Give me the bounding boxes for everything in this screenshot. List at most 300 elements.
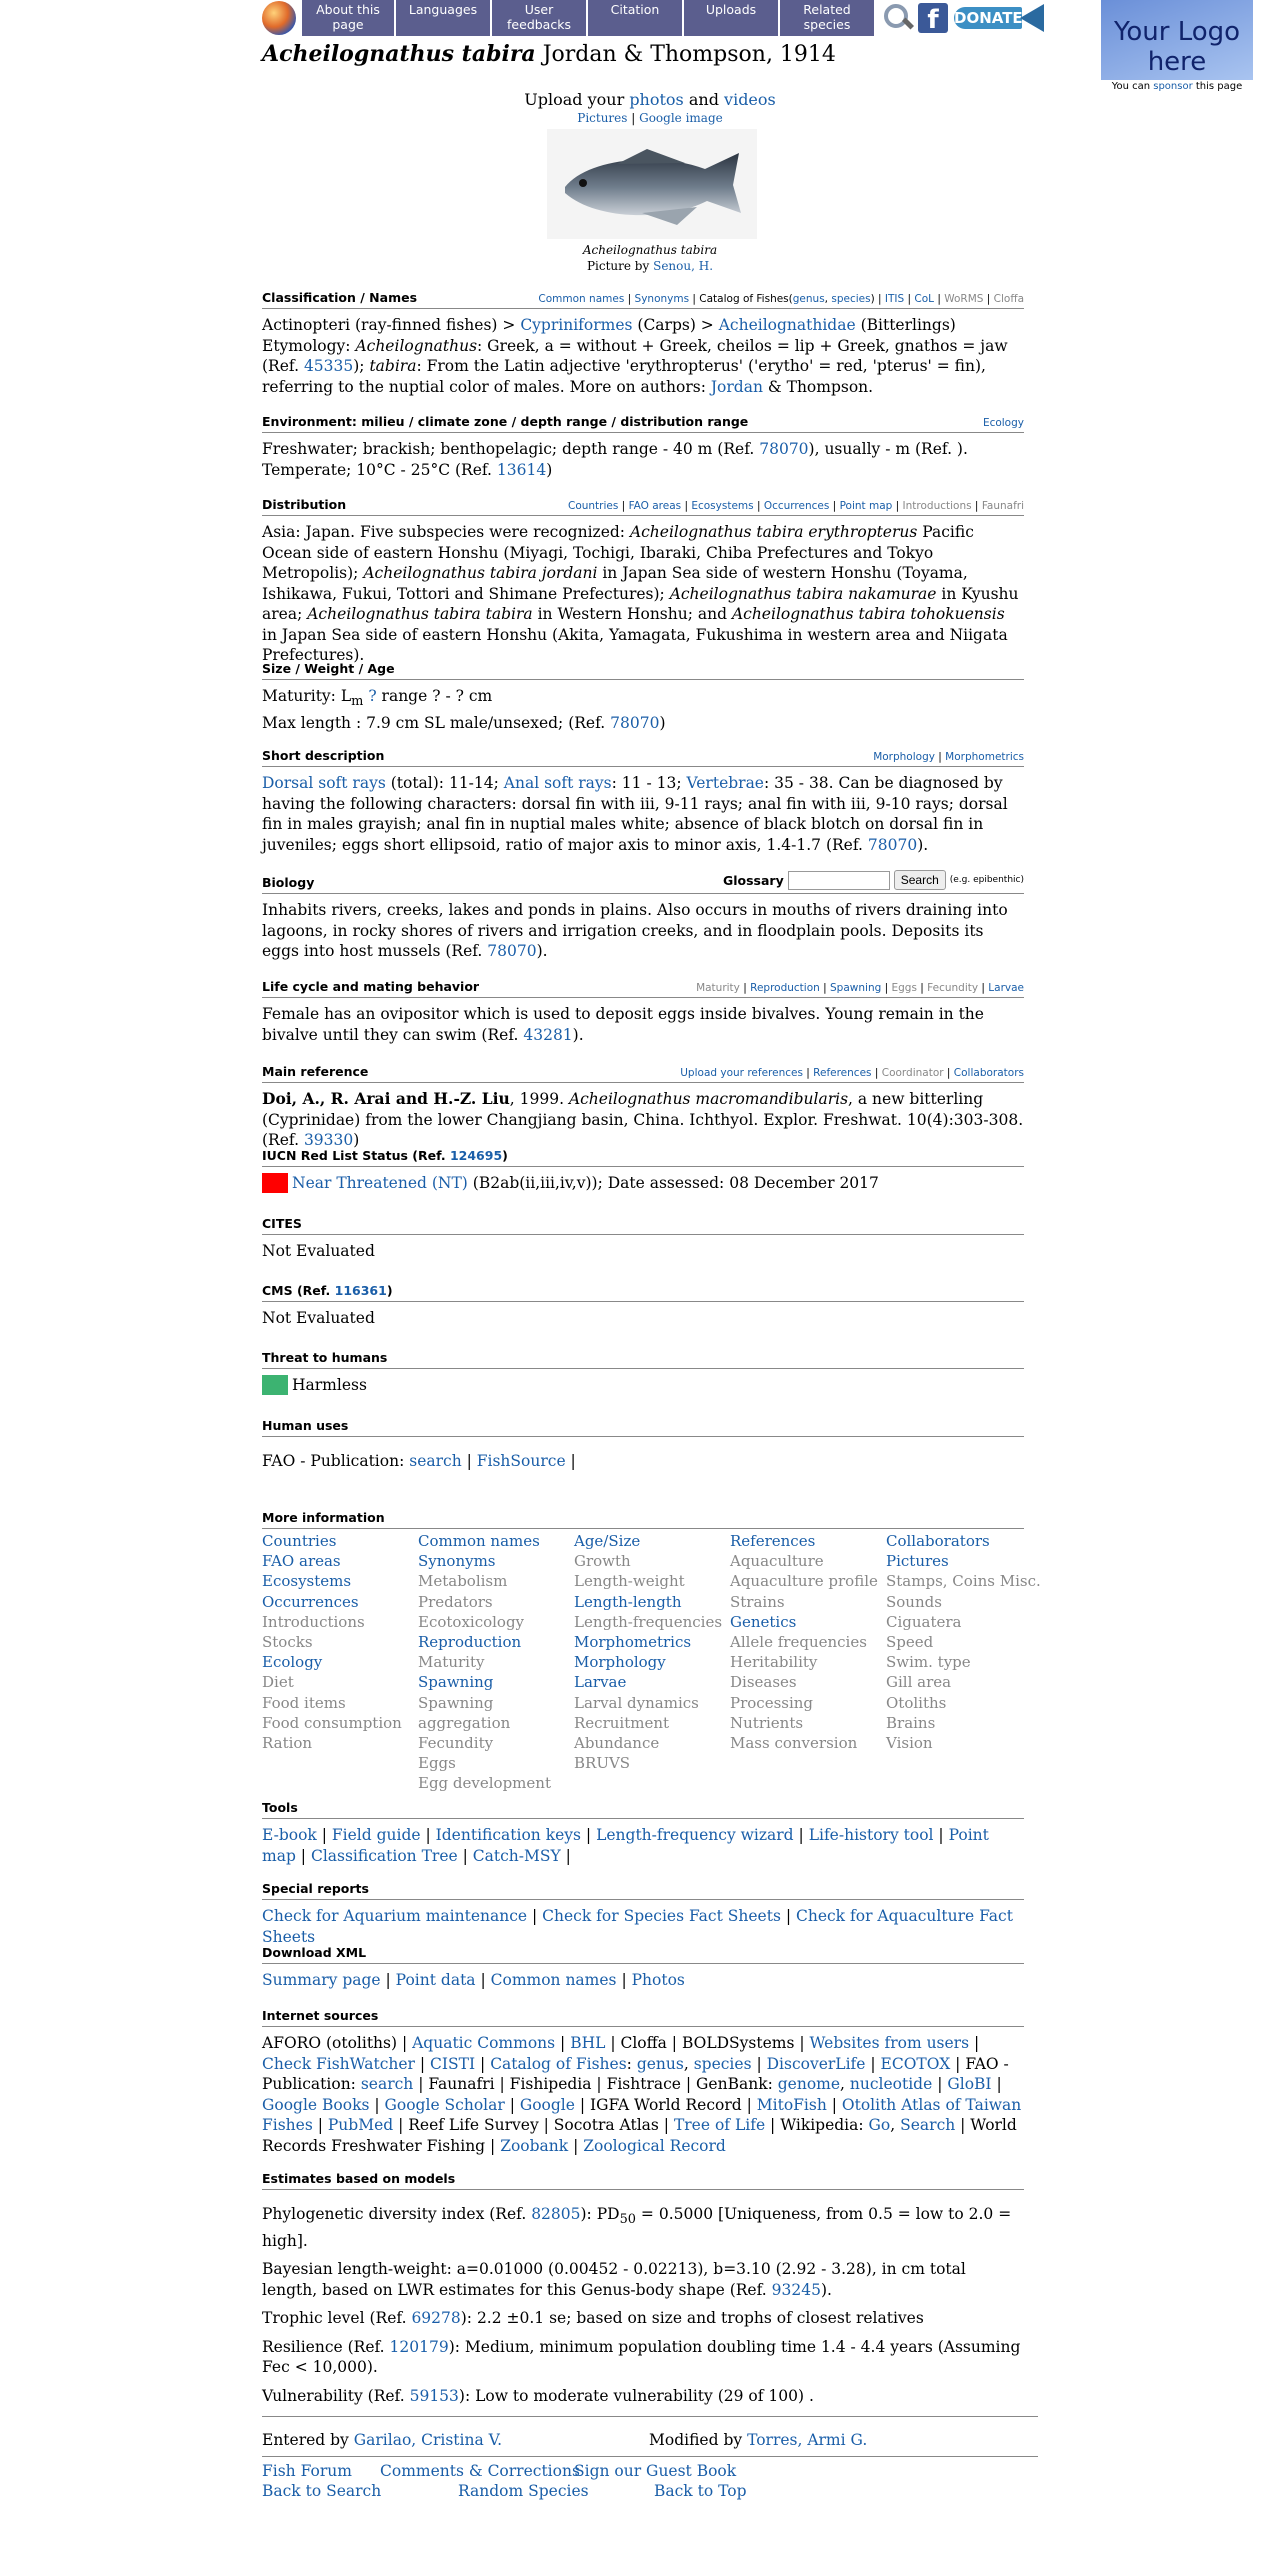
internet-sources-list [262, 2033, 1024, 2156]
glossary-label: Glossary [722, 872, 784, 888]
rs-post: ): Medium, minimum population doubling time 1.4 - 4.4 years (Assuming Fec < 10,000). [262, 2337, 1021, 2377]
back-to-search-link[interactable]: Back to Search [262, 2482, 382, 2500]
upload-references-link[interactable]: Upload your references [680, 1067, 803, 1079]
fish-photo[interactable] [547, 129, 757, 239]
bhl-link[interactable]: BHL [570, 2034, 606, 2052]
threat-section [262, 1350, 1024, 1396]
pictures-link[interactable]: Pictures [577, 111, 628, 125]
family-link[interactable]: Acheilognathidae [718, 316, 856, 334]
label-allele-frequencies: Allele frequencies [730, 1633, 867, 1652]
photographer-link[interactable]: Senou, H. [653, 259, 714, 273]
check-fishwatcher-link[interactable]: Check FishWatcher [262, 2054, 415, 2073]
dist-s1: Acheilognathus tabira erythropterus [629, 523, 918, 541]
nav-uploads[interactable]: Uploads [684, 0, 780, 36]
check-for-aquarium-maintenance-link[interactable]: Check for Aquarium maintenance [262, 1907, 528, 1925]
fish-forum-link[interactable]: Fish Forum [262, 2462, 352, 2480]
label-diseases: Diseases [730, 1673, 797, 1692]
point-map-link[interactable]: Point map [262, 1826, 989, 1865]
iucn-heading [262, 1148, 508, 1163]
download-xml-section [262, 1945, 1024, 1991]
catch-msy-link[interactable]: Catch-MSY [472, 1846, 561, 1865]
references-link[interactable]: References [813, 1067, 872, 1079]
spawning-link[interactable]: Spawning [830, 982, 882, 994]
label-diet: Diet [262, 1673, 294, 1692]
morphometrics-link[interactable]: Morphometrics [945, 751, 1024, 763]
source-text: : [626, 2054, 637, 2073]
fish-tail-icon [1020, 4, 1044, 32]
separator: | [380, 1971, 396, 1989]
source-text: | World Records Freshwater Fishing | [262, 2116, 1017, 2155]
label-heritability: Heritability [730, 1653, 818, 1672]
estimates-heading: Estimates based on models [262, 2171, 456, 2186]
dist-t4: in Kyushu area; [262, 584, 1019, 623]
ref-link[interactable]: 124695 [449, 1148, 503, 1163]
tools-heading: Tools [262, 1800, 298, 1815]
nav-citation[interactable]: Citation [588, 0, 684, 36]
entered-by-link[interactable]: Garilao, Cristina V. [353, 2431, 503, 2449]
bayesian-lw [262, 2259, 1024, 2300]
section-header [262, 2008, 1024, 2027]
ref-link[interactable]: 45335 [303, 357, 354, 375]
fecundity-label: Fecundity [927, 982, 979, 994]
pubmed-link[interactable]: PubMed [327, 2116, 394, 2134]
section-header [262, 661, 1024, 680]
label-aquaculture-profile: Aquaculture profile [730, 1572, 878, 1591]
comments-corrections-link[interactable]: Comments & Corrections [380, 2462, 580, 2480]
point-data-link[interactable]: Point data [395, 1971, 476, 1989]
label-otoliths: Otoliths [886, 1693, 947, 1712]
link-reproduction[interactable]: Reproduction [418, 1633, 522, 1652]
resilience [262, 2337, 1024, 2378]
label-gill-area: Gill area [886, 1673, 952, 1692]
separator: | [420, 1826, 436, 1844]
ref-link[interactable]: 69278 [411, 2309, 461, 2328]
identification-keys-link[interactable]: Identification keys [435, 1826, 581, 1844]
back-to-top-link[interactable]: Back to Top [654, 2482, 747, 2500]
mitofish-link[interactable]: MitoFish [756, 2095, 827, 2114]
vertebrae-link[interactable]: Vertebrae [686, 774, 764, 792]
link-ecosystems[interactable]: Ecosystems [262, 1572, 352, 1591]
label-growth: Growth [574, 1552, 631, 1571]
otolith-atlas-of-taiwan-fishes-link[interactable]: Otolith Atlas of Taiwan Fishes [262, 2095, 1022, 2134]
ref-link[interactable]: 78070 [610, 713, 660, 732]
countries-link[interactable]: Countries [567, 500, 619, 512]
donate-button[interactable] [954, 3, 1046, 33]
cites-heading: CITES [262, 1216, 302, 1231]
xml-heading: Download XML [262, 1945, 367, 1960]
tr-pre: Trophic level (Ref. [262, 2309, 412, 2328]
nav-languages[interactable]: Languages [396, 0, 492, 36]
iucn-status-link[interactable]: Near Threatened (NT) [292, 1174, 468, 1192]
zoobank-link[interactable]: Zoobank [500, 2136, 569, 2155]
check-for-species-fact-sheets-link[interactable]: Check for Species Fact Sheets [542, 1907, 781, 1925]
ref-link[interactable]: 93245 [771, 2280, 821, 2299]
source-text: | Faunafri | Fishipedia | Fishtrace | GenBank: [413, 2075, 778, 2093]
link-occurrences[interactable]: Occurrences [262, 1592, 359, 1611]
mr-title: Acheilognathus macromandibularis [568, 1090, 849, 1108]
more-information-section [262, 1510, 1041, 1794]
page-title [262, 41, 836, 67]
environment-section [262, 414, 1024, 480]
footer-credits [262, 2416, 1038, 2449]
label-stocks: Stocks [262, 1633, 313, 1652]
biology-section [262, 870, 1024, 962]
shortdesc-text [262, 773, 1024, 855]
coordinator-label: Coordinator [881, 1067, 944, 1079]
link-common-names[interactable]: Common names [418, 1532, 540, 1550]
label-brains: Brains [886, 1713, 936, 1732]
footer-links [262, 2456, 1038, 2500]
random-species-link[interactable]: Random Species [458, 2482, 589, 2500]
go-link[interactable]: Go [868, 2116, 891, 2134]
glossary-search-button[interactable]: Search [894, 870, 946, 890]
e-book-link[interactable]: E-book [262, 1826, 317, 1844]
separator: | [457, 1846, 473, 1865]
glossary-input[interactable] [788, 871, 890, 890]
source-text: | IGFA World Record | [574, 2095, 757, 2114]
photo-caption: Acheilognathus tabira [582, 243, 718, 257]
lc-pre: Female has an ovipositor which is used to deposit eggs inside bivalves. Young remain in the bivalve until they can swim (Ref. [262, 1005, 984, 1044]
special-reports-list [262, 1906, 1024, 1947]
maturity-label: Maturity [696, 982, 740, 994]
internet-heading: Internet sources [262, 2008, 379, 2023]
shortdesc-heading: Short description [262, 748, 385, 763]
more-info-column [574, 1531, 730, 1794]
link-morphometrics[interactable]: Morphometrics [574, 1633, 692, 1652]
ref-authors: Doi, A., R. Arai and H.-Z. Liu [262, 1089, 510, 1108]
tr-post: ): 2.2 ±0.1 se; based on size and trophs of closest relatives [460, 2309, 924, 2328]
cms-section [262, 1283, 1024, 1329]
sponsor-note [1101, 81, 1253, 92]
source-text: | [475, 2054, 491, 2073]
dist-t2: Pacific Ocean side of eastern Honshu (Miyagi, Tochigi, Ibaraki, Chiba Prefectures and Tokyo Metropolis); [262, 523, 974, 582]
top-nav-bar [262, 0, 1046, 36]
link-references[interactable]: References [730, 1532, 816, 1550]
link-genetics[interactable]: Genetics [730, 1612, 797, 1631]
label-ciguatera: Ciguatera [886, 1612, 962, 1631]
distribution-heading: Distribution [262, 497, 347, 512]
iucn-section [262, 1148, 1024, 1194]
threat-heading: Threat to humans [262, 1350, 388, 1365]
label-introductions: Introductions [262, 1612, 365, 1631]
classification-links: Common names | Synonyms | Catalog of Fishes(genus, species) | ITIS | CoL | WoRMS | Cloffa [538, 293, 1024, 305]
dorsal-rays-link[interactable]: Dorsal soft rays [262, 774, 386, 792]
source-text: | [991, 2075, 1002, 2093]
label-nutrients: Nutrients [730, 1713, 804, 1732]
source-text: | [568, 2136, 584, 2155]
aquatic-commons-link[interactable]: Aquatic Commons [412, 2034, 556, 2052]
section-header [262, 1800, 1024, 1819]
vu-pre: Vulnerability (Ref. [262, 2386, 410, 2405]
catalog-genus-link[interactable]: genus [792, 293, 825, 305]
section-header [262, 870, 1024, 894]
short-description-section [262, 748, 1024, 855]
upload-pre: Upload your [524, 90, 630, 109]
modified-by-link[interactable]: Torres, Armi G. [747, 2431, 868, 2449]
google-image-link[interactable]: Google image [639, 111, 723, 125]
label-vision: Vision [886, 1734, 933, 1753]
google-scholar-link[interactable]: Google Scholar [384, 2095, 505, 2114]
logo-line1: Your Logo [1113, 17, 1241, 47]
ref-link[interactable]: 78070 [759, 440, 809, 458]
discoverlife-link[interactable]: DiscoverLife [766, 2054, 866, 2073]
ref-link[interactable]: 43281 [523, 1025, 573, 1044]
genome-link[interactable]: genome [777, 2075, 841, 2093]
section-header: Life cycle and mating behavior Maturity | Reproduction | Spawning | Eggs | Fecundity | Larvae [262, 979, 1024, 998]
estimates-body [262, 2204, 1024, 2406]
species-link[interactable]: species [693, 2054, 752, 2073]
label-recruitment: Recruitment [574, 1713, 670, 1732]
class-pre: Actinopteri (ray-finned fishes) > [262, 316, 521, 334]
google-link[interactable]: Google [519, 2095, 575, 2114]
human-uses-section [262, 1418, 1024, 1472]
photos-link[interactable]: photos [629, 90, 684, 109]
websites-from-users-link[interactable]: Websites from users [809, 2034, 970, 2052]
label-stamps-coins-misc: Stamps, Coins Misc. [886, 1572, 1041, 1591]
link-larvae[interactable]: Larvae [574, 1673, 627, 1692]
etym-pre: Etymology: [262, 336, 356, 355]
nav-related-species[interactable]: Related species [780, 0, 876, 36]
ref-link[interactable]: 78070 [867, 835, 918, 854]
environment-heading: Environment: milieu / climate zone / depth range / distribution range [262, 414, 749, 429]
cloffa-label: Cloffa [993, 293, 1024, 305]
label-ration: Ration [262, 1734, 313, 1753]
iucn-post: (B2ab(ii,iii,iv,v)); Date assessed: 08 December 2017 [467, 1174, 879, 1192]
classification-tree-link[interactable]: Classification Tree [310, 1846, 458, 1865]
env-pre: Freshwater; brackish; benthopelagic; depth range - 40 m (Ref. [262, 440, 760, 458]
picture-links [262, 111, 1038, 125]
source-text: , [683, 2054, 694, 2073]
fishsource-link[interactable]: FishSource [476, 1452, 566, 1470]
synonyms-link[interactable]: Synonyms [634, 293, 690, 305]
ph-b: = 0.5000 [Uniqueness, from 0.5 = low to 2.0 = high]. [262, 2205, 1012, 2250]
source-text: | [504, 2095, 520, 2114]
classification-text [262, 315, 1024, 397]
tools-list [262, 1825, 1024, 1866]
label-eggs: Eggs [418, 1754, 456, 1773]
ref-link[interactable]: 82805 [531, 2205, 581, 2223]
itis-link[interactable]: ITIS [884, 293, 905, 305]
source-text: | [312, 2116, 328, 2134]
class-post: (Bitterlings) [855, 316, 956, 334]
section-header [262, 1148, 1024, 1167]
videos-link[interactable]: videos [724, 90, 776, 109]
cisti-link[interactable]: CISTI [430, 2054, 476, 2073]
nav-user-feedbacks[interactable]: User feedbacks [492, 0, 588, 36]
link-countries[interactable]: Countries [262, 1532, 337, 1550]
point-map-link[interactable]: Point map [839, 500, 893, 512]
guest-book-link[interactable]: Sign our Guest Book [574, 2462, 737, 2480]
biology-heading: Biology [262, 875, 315, 890]
scientific-name: Acheilognathus tabira [262, 41, 536, 67]
label-food-items: Food items [262, 1693, 346, 1712]
glossary-example: (e.g. epibenthic) [949, 875, 1024, 885]
ref-link[interactable]: 13614 [496, 460, 547, 479]
lifecycle-section [262, 979, 1024, 1045]
ref-link[interactable]: 39330 [303, 1131, 354, 1149]
hu-sep: | [461, 1452, 477, 1470]
link-fao-areas[interactable]: FAO areas [262, 1552, 341, 1571]
link-pictures[interactable]: Pictures [886, 1552, 949, 1571]
mat-post: range ? - ? cm [376, 687, 493, 705]
source-text: | [865, 2054, 881, 2073]
upload-media-line [262, 90, 1038, 109]
search-link[interactable]: search [360, 2075, 414, 2093]
catalog-of-fishes-link[interactable]: Catalog of Fishes [490, 2054, 627, 2073]
iucn-text [262, 1173, 1024, 1194]
cms-value: Not Evaluated [262, 1309, 375, 1327]
sd-a: (total): 11-14; [385, 774, 504, 792]
lifecycle-text [262, 1004, 1024, 1045]
vulnerability [262, 2386, 1024, 2407]
ref-link[interactable]: 116361 [334, 1283, 387, 1298]
label-aggregation: aggregation [418, 1713, 511, 1732]
fao-areas-link[interactable]: FAO areas [628, 500, 682, 512]
length-frequency-wizard-link[interactable]: Length-frequency wizard [596, 1826, 794, 1844]
species-author: Jordan & Thompson, 1914 [542, 42, 836, 67]
label-metabolism: Metabolism [418, 1572, 508, 1591]
label-processing: Processing [730, 1693, 814, 1712]
label-food-consumption: Food consumption [262, 1713, 402, 1732]
link-length-length[interactable]: Length-length [574, 1592, 682, 1611]
human-uses-heading: Human uses [262, 1418, 349, 1433]
link-collaborators[interactable]: Collaborators [886, 1532, 990, 1550]
logo-line2: here [1147, 46, 1207, 77]
ecotox-link[interactable]: ECOTOX [880, 2054, 951, 2073]
ecosystems-link[interactable]: Ecosystems [691, 500, 754, 512]
size-section [262, 661, 1024, 733]
separator: | [560, 1846, 571, 1865]
sponsor-note-post: this page [1192, 81, 1243, 92]
by-pre: Bayesian length-weight: a=0.01000 (0.00452 - 0.02213), b=3.10 (2.92 - 3.28), in cm total length, based on LWR estimates for this Genus-body shape (Ref. [262, 2260, 966, 2299]
separator: | [793, 1826, 809, 1844]
threat-text [262, 1375, 1024, 1396]
link-spawning[interactable]: Spawning [418, 1673, 494, 1692]
nucleotide-link[interactable]: nucleotide [849, 2075, 933, 2093]
col-link[interactable]: CoL [914, 293, 934, 305]
dist-s2: Acheilognathus tabira jordani [363, 564, 598, 582]
etym-c: : From the Latin adjective 'erythropterus' ('erytho' = red, 'pterus' = fin), referring to the nuptial color of males. More on authors: [262, 357, 986, 396]
source-text: | Wikipedia: [765, 2116, 869, 2134]
reproduction-link[interactable]: Reproduction [750, 982, 820, 994]
label-strains: Strains [730, 1592, 785, 1611]
order-link[interactable]: Cypriniformes [520, 316, 633, 334]
catalog-species-link[interactable]: species [831, 293, 871, 305]
internet-sources-section [262, 2008, 1024, 2156]
common-names-link[interactable]: Common names [538, 293, 625, 305]
sponsor-note-pre: You can [1111, 81, 1154, 92]
morphology-link[interactable]: Morphology [873, 751, 935, 763]
nav-about[interactable]: About this page [302, 0, 396, 36]
check-for-aquaculture-fact-sheets-link[interactable]: Check for Aquaculture Fact Sheets [262, 1907, 1013, 1946]
source-text: | FAO - Publication: [262, 2054, 1009, 2093]
env-mid: ), usually - m (Ref. ). Temperate; 10°C - 25°C (Ref. [262, 440, 968, 479]
ref-link[interactable]: 59153 [409, 2386, 459, 2405]
label-mass-conversion: Mass conversion [730, 1734, 858, 1753]
google-books-link[interactable]: Google Books [262, 2095, 370, 2114]
ecology-link[interactable]: Ecology [982, 417, 1024, 429]
link-morphology[interactable]: Morphology [574, 1653, 666, 1672]
threat-value: Harmless [292, 1376, 367, 1394]
photos-link[interactable]: Photos [631, 1971, 685, 1989]
biology-text [262, 900, 1024, 962]
link-age-size[interactable]: Age/Size [574, 1532, 641, 1550]
section-header [262, 1283, 1024, 1302]
dist-s3: Acheilognathus tabira nakamurae [669, 584, 937, 603]
source-text: | Reef Life Survey | Socotra Atlas | [393, 2116, 674, 2134]
max-pre: Max length : 7.9 cm SL male/unsexed; (Ref. [262, 713, 611, 732]
section-header: Distribution Countries | FAO areas | Ecosystems | Occurrences | Point map | Introductions | Faunafri [262, 497, 1024, 516]
upload-and: and [683, 90, 725, 109]
link-synonyms[interactable]: Synonyms [418, 1552, 496, 1571]
fishbase-globe-icon[interactable] [262, 1, 296, 35]
mainref-heading: Main reference [262, 1064, 369, 1079]
sponsor-logo-placeholder[interactable] [1101, 0, 1253, 80]
source-text: | [969, 2034, 980, 2052]
catalog-label: Catalog of Fishes [699, 293, 789, 305]
source-text: | [555, 2034, 571, 2052]
rs-pre: Resilience (Ref. [262, 2337, 390, 2356]
ref-link[interactable]: 78070 [487, 942, 537, 960]
fao-search-link[interactable]: search [409, 1452, 462, 1470]
larvae-link[interactable]: Larvae [988, 982, 1024, 994]
section-header [262, 1881, 1024, 1900]
sponsor-link[interactable]: sponsor [1153, 81, 1193, 92]
zoological-record-link[interactable]: Zoological Record [583, 2136, 726, 2155]
anal-rays-link[interactable]: Anal soft rays [503, 774, 612, 792]
classification-section [262, 290, 1024, 397]
introductions-label: Introductions [902, 500, 972, 512]
occurrences-link[interactable]: Occurrences [763, 500, 830, 512]
facebook-icon[interactable]: f [918, 3, 948, 33]
iucn-head-post: ) [502, 1148, 508, 1163]
human-uses-text [262, 1451, 1024, 1472]
link-ecology[interactable]: Ecology [262, 1653, 323, 1672]
author-jordan-link[interactable]: Jordan [710, 377, 763, 396]
maturity-help-link[interactable]: ? [368, 687, 377, 705]
separator: | [295, 1846, 311, 1865]
dist-t6: in Japan Sea side of eastern Honshu (Akita, Yamagata, Fukushima in western area and Niigata Prefectures). [262, 625, 1008, 664]
field-guide-link[interactable]: Field guide [331, 1826, 421, 1844]
source-text: | [414, 2054, 431, 2073]
entered-by [262, 2431, 502, 2449]
search-icon[interactable] [880, 1, 914, 35]
collaborators-link[interactable]: Collaborators [953, 1067, 1024, 1079]
source-text: AFORO (otoliths) | [262, 2034, 413, 2052]
section-header [262, 1418, 1024, 1437]
dist-s5: Acheilognathus tabira tohokuensis [731, 605, 1005, 623]
ref-link[interactable]: 120179 [389, 2337, 449, 2356]
sd-d: ). [917, 835, 929, 854]
ph-pre: Phylogenetic diversity index (Ref. [262, 2205, 532, 2223]
genus-link[interactable]: genus [636, 2054, 684, 2073]
environment-text [262, 439, 1024, 480]
entered-pre: Entered by [262, 2431, 354, 2449]
search-link[interactable]: Search [900, 2116, 956, 2134]
common-names-link[interactable]: Common names [490, 1971, 617, 1989]
tree-of-life-link[interactable]: Tree of Life [673, 2116, 766, 2134]
more-info-grid [262, 1531, 1041, 1794]
globi-link[interactable]: GloBI [947, 2075, 992, 2093]
summary-page-link[interactable]: Summary page [262, 1971, 381, 1989]
life-history-tool-link[interactable]: Life-history tool [808, 1826, 934, 1844]
photo-credit [262, 259, 1038, 273]
source-text: , [890, 2116, 901, 2134]
more-info-column [262, 1531, 418, 1794]
source-text: | [369, 2095, 385, 2114]
mat-sub: m [351, 694, 364, 710]
separator: | [780, 1907, 796, 1925]
